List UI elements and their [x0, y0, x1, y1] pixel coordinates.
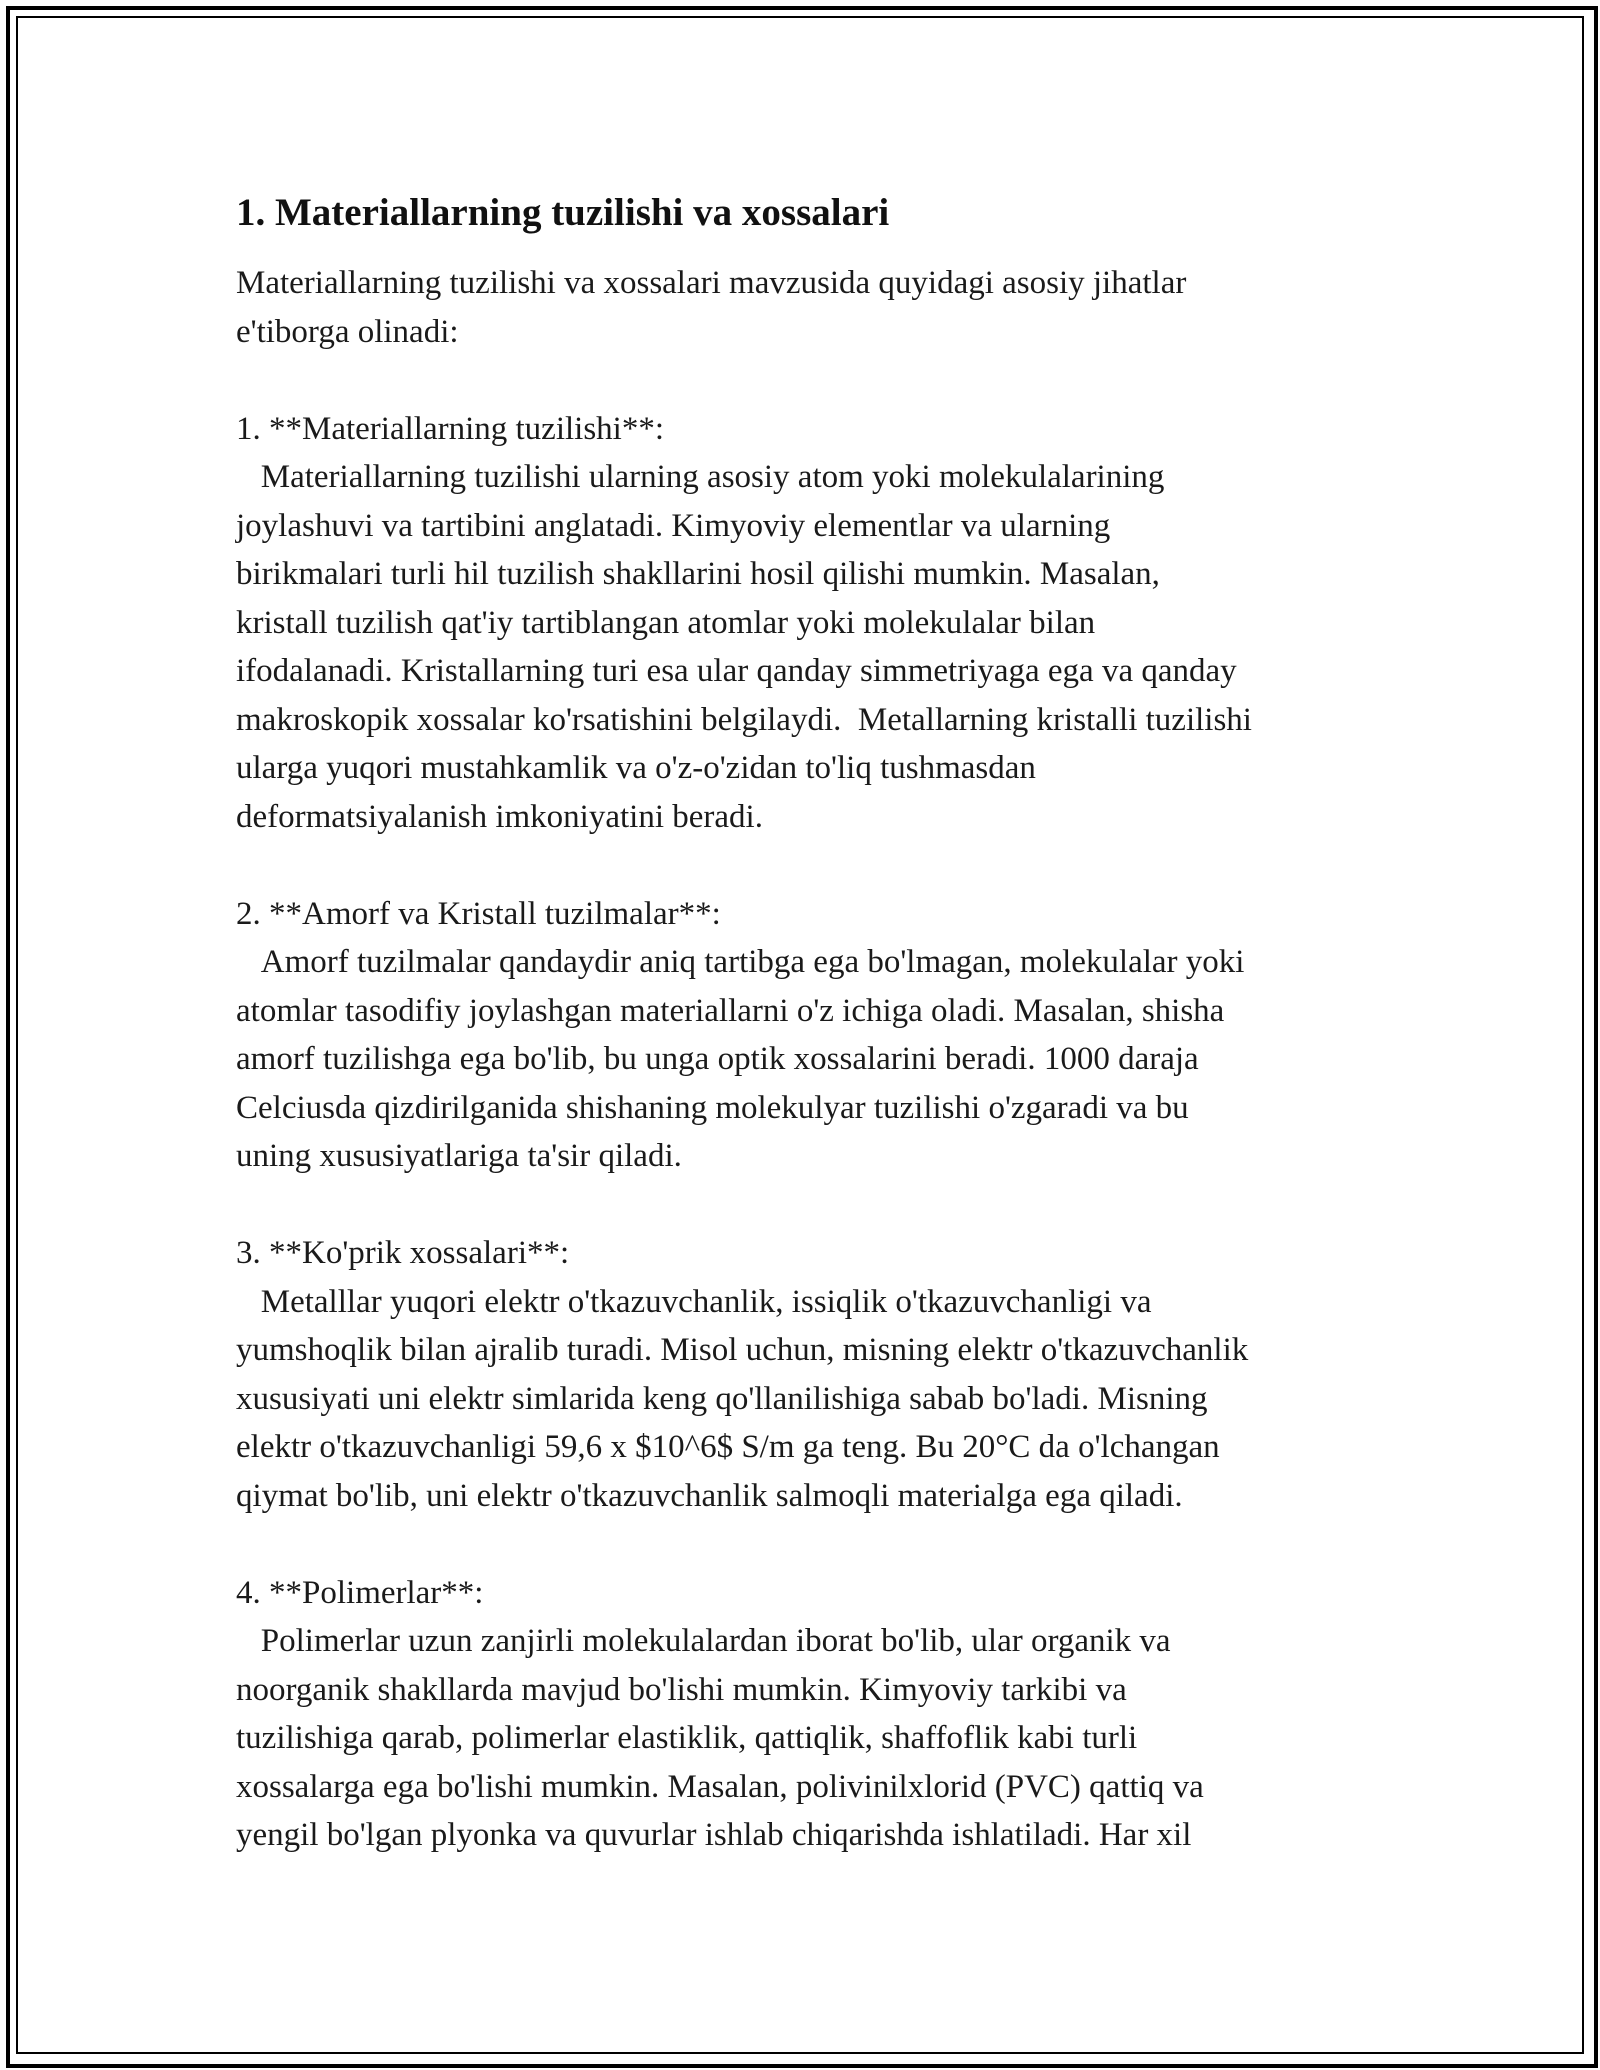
section-heading: 3. **Ko'prik xossalari**: [236, 1235, 570, 1271]
page-title: 1. Materiallarning tuzilishi va xossalari [236, 191, 890, 234]
section-heading: 1. **Materiallarning tuzilishi**: [236, 410, 665, 447]
section-structure [236, 405, 1386, 842]
section-heading: 4. **Polimerlar**: [236, 1574, 484, 1611]
section-body: Materiallarning tuzilishi ularning asosiy atom yoki molekulalarining joylashuvi va tartibini anglatadi. Kimyoviy elementlar va ularning birikmalari turli hil tuzilish shakllarini hosil qilishi mumkin. Masalan, kristall tuzilish qat'iy tartiblangan atomlar yoki molekulalar bilan ifodalanadi. Kristallarning turi esa ular qanday simmetriyaga ega va qanday makroskopik xossalar ko'rsatishini belgilaydi. Metallarning kristalli tuzilishi ularga yuqori mustahkamlik va o'z-o'zidan to'liq tushmasdan deformatsiyalanish imkoniyatini beradi. [236, 459, 1252, 835]
section-body: Polimerlar uzun zanjirli molekulalardan iborat bo'lib, ular organik va noorganik shakllarda mavjud bo'lishi mumkin. Kimyoviy tarkibi va tuzilishiga qarab, polimerlar elastiklik, qattiqlik, shaffoflik kabi turli xossalarga ega bo'lishi mumkin. Masalan, polivinilxlorid (PVC) qattiq va yengil bo'lgan plyonka va quvurlar ishlab chiqarishda ishlatiladi. Har xil [236, 1623, 1204, 1853]
section-amorphous-crystal [236, 890, 1386, 1181]
section-body: Metalllar yuqori elektr o'tkazuvchanlik, issiqlik o'tkazuvchanligi va yumshoqlik bilan ajralib turadi. Misol uchun, misning elektr o'tkazuvchanlik xususiyati uni elektr simlarida keng qo'llanilishiga sabab bo'ladi. Misning elektr o'tkazuvchanligi 59,6 x $10^6$ S/m ga teng. Bu 20°C da o'lchangan qiymat bo'lib, uni elektr o'tkazuvchanlik salmoqli materialga ega qiladi. [236, 1283, 1249, 1514]
section-polymers [236, 1569, 1386, 1860]
section-bridge-properties [236, 1229, 1386, 1520]
section-body: Amorf tuzilmalar qandaydir aniq tartibga ega bo'lmagan, molekulalar yoki atomlar tasodifiy joylashgan materiallarni o'z ichiga oladi. Masalan, shisha amorf tuzilishga ega bo'lib, bu unga optik xossalarini beradi. 1000 daraja Celciusda qizdirilganida shishaning molekulyar tuzilishi o'zgaradi va bu uning xususiyatlariga ta'sir qiladi. [236, 944, 1245, 1174]
document-body [236, 185, 1386, 1860]
section-heading: 2. **Amorf va Kristall tuzilmalar**: [236, 895, 721, 932]
intro-paragraph: Materiallarning tuzilishi va xossalari mavzusida quyidagi asosiy jihatlar e'tiborga olinadi: [236, 265, 1187, 350]
